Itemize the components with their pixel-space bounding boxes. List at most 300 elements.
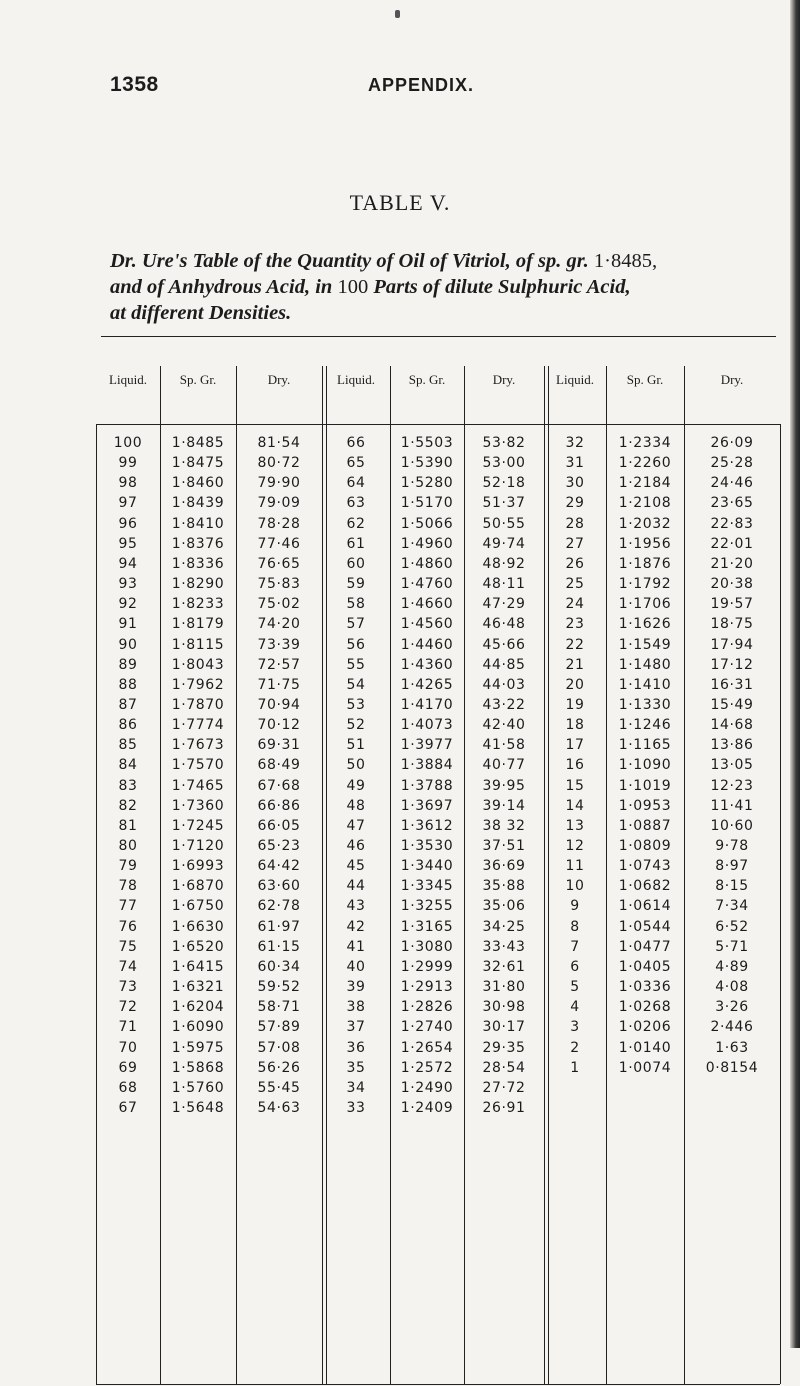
table-cell: 91 [118, 616, 138, 633]
table-cell: 1·0140 [618, 1039, 672, 1056]
table-cell: 14·68 [710, 717, 754, 734]
table-cell: 47 [346, 817, 366, 834]
caption-line-1-text: Dr. Ure's Table of the Quantity of Oil of Vitriol, of sp. gr. [110, 250, 589, 272]
table-cell: 18 [565, 717, 585, 734]
caption-line-2-value: 100 [332, 276, 374, 298]
table-cell: 0·8154 [705, 1059, 759, 1076]
table-cell: 40 [346, 958, 366, 975]
table-cell: 47·29 [482, 596, 526, 613]
table-cell: 70·94 [257, 696, 301, 713]
table-cell: 52·18 [482, 475, 526, 492]
table-cell: 70·12 [257, 717, 301, 734]
column-header: Dry. [720, 372, 744, 387]
table-cell: 1·5066 [400, 515, 454, 532]
table-cell: 61·97 [257, 918, 301, 935]
table-cell: 68 [118, 1079, 138, 1096]
table-cell: 1·63 [715, 1039, 749, 1056]
table-cell: 1·3788 [400, 777, 454, 794]
table-cell: 19·57 [710, 596, 754, 613]
table-cell: 1·4760 [400, 576, 454, 593]
table-cell: 69 [118, 1059, 138, 1076]
table-cell: 22·83 [710, 515, 754, 532]
table-cell: 1·2334 [618, 435, 672, 451]
table-cell: 61 [346, 535, 366, 552]
table-cell: 1·6321 [171, 979, 225, 996]
table-cell: 32 [565, 435, 585, 451]
table-cell: 1·1956 [618, 535, 672, 552]
table-cell: 1·0743 [618, 858, 672, 875]
table-cell: 63 [346, 495, 366, 512]
table-cell: 9·78 [715, 838, 749, 854]
table-cell: 95 [118, 535, 138, 552]
table-cell: 1·1019 [618, 777, 672, 794]
table-cell: 1·0614 [618, 898, 672, 915]
table-cell: 1·0206 [618, 1019, 672, 1036]
table-cell: 1·6630 [171, 918, 225, 935]
table-cell: 43·22 [482, 696, 526, 713]
table-cell: 38 32 [482, 817, 526, 834]
caption-line-3: at different Densities. [110, 302, 292, 324]
table-cell: 26·91 [482, 1099, 526, 1116]
table-cell: 8·97 [715, 858, 749, 875]
column-header: Sp. Gr. [626, 372, 664, 387]
table-cell: 15 [565, 777, 585, 794]
table-cell: 76·65 [257, 555, 301, 572]
table-cell: 6·52 [715, 918, 749, 935]
table-cell: 13·86 [710, 737, 754, 754]
table-cell: 1·0074 [618, 1059, 672, 1076]
table-cell: 1·5868 [171, 1059, 225, 1076]
table-cell: 61·15 [257, 938, 301, 955]
table-cell: 1·3165 [400, 918, 454, 935]
caption-line-1 [110, 248, 790, 274]
table-cell: 44 [346, 878, 366, 895]
table-cell: 40·77 [482, 757, 526, 774]
table-cell: 1·5503 [400, 435, 454, 451]
table-cell: 64 [346, 475, 366, 492]
table-cell [606, 1078, 684, 1098]
table-cell: 17·94 [710, 636, 754, 653]
table-cell: 39·95 [482, 777, 526, 794]
table-cell: 68·49 [257, 757, 301, 774]
table-cell: 1·6204 [171, 999, 225, 1016]
table-cell: 38 [346, 999, 366, 1016]
table-cell: 29·35 [482, 1039, 526, 1056]
table-cell: 57 [346, 616, 366, 633]
table-cell: 37 [346, 1019, 366, 1036]
table-cell: 72·57 [257, 656, 301, 673]
table-cell: 37·51 [482, 838, 526, 854]
table-cell: 1·8233 [171, 596, 225, 613]
table-cell: 27 [565, 535, 585, 552]
table-cell: 53 [346, 696, 366, 713]
page-header [110, 73, 710, 103]
table-cell: 1·4660 [400, 596, 454, 613]
table-cell: 52 [346, 717, 366, 734]
table-cell: 79·09 [257, 495, 301, 512]
table-cell: 33 [346, 1099, 366, 1116]
table-cell: 1·1410 [618, 676, 672, 693]
table-cell: 1·2032 [618, 515, 672, 532]
table-cell: 2 [570, 1039, 580, 1056]
column-header: Sp. Gr. [408, 372, 446, 387]
table-cell: 42 [346, 918, 366, 935]
table-title: TABLE V. [349, 190, 451, 215]
table-cell: 1·2826 [400, 999, 454, 1016]
table-cell: 90 [118, 636, 138, 653]
table-cell: 69·31 [257, 737, 301, 754]
table-cell: 77 [118, 898, 138, 915]
table-cell: 1·0405 [618, 958, 672, 975]
table-cell: 26 [565, 555, 585, 572]
table-cell: 1·2260 [618, 455, 672, 472]
table-cell: 75·83 [257, 576, 301, 593]
table-cell: 80·72 [257, 455, 301, 472]
table-cell: 56·26 [257, 1059, 301, 1076]
table-cell: 13 [565, 817, 585, 834]
table-cell: 1·2999 [400, 958, 454, 975]
table-cell: 54·63 [257, 1099, 301, 1116]
table-cell: 1·3530 [400, 838, 454, 854]
table-cell: 1·6090 [171, 1019, 225, 1036]
table-cell: 1·1165 [618, 737, 672, 754]
table-cell: 1·8439 [171, 495, 225, 512]
table-cell: 1·3255 [400, 898, 454, 915]
table-cell: 31 [565, 455, 585, 472]
table-cell: 74 [118, 958, 138, 975]
table-cell: 100 [113, 435, 143, 451]
table-cell: 1·7673 [171, 737, 225, 754]
table-cell: 50 [346, 757, 366, 774]
table-cell: 1·7870 [171, 696, 225, 713]
column-header: Dry. [267, 372, 291, 387]
table-cell: 44·03 [482, 676, 526, 693]
table-cell: 53·00 [482, 455, 526, 472]
column-header: Liquid. [109, 372, 147, 387]
table-cell: 39 [346, 979, 366, 996]
table-cell: 3·26 [715, 999, 749, 1016]
table-cell: 1·5975 [171, 1039, 225, 1056]
table-cell: 43 [346, 898, 366, 915]
table-cell: 73 [118, 979, 138, 996]
table-cell: 57·89 [257, 1019, 301, 1036]
table-cell: 56 [346, 636, 366, 653]
table-cell: 62 [346, 515, 366, 532]
table-cell: 28 [565, 515, 585, 532]
table-cell: 22·01 [710, 535, 754, 552]
table-cell: 6 [570, 958, 580, 975]
table-cell: 39·14 [482, 797, 526, 814]
column-header: Liquid. [556, 372, 594, 387]
table-cell: 1·7245 [171, 817, 225, 834]
table-cell: 1·4560 [400, 616, 454, 633]
table-cell [544, 1098, 606, 1118]
table-cell: 18·75 [710, 616, 754, 633]
table-cell: 25·28 [710, 455, 754, 472]
table-cell: 1·6870 [171, 878, 225, 895]
table-cell: 1·4460 [400, 636, 454, 653]
table-cell: 1·2913 [400, 979, 454, 996]
table-cell: 1 [570, 1059, 580, 1076]
table-cell: 4 [570, 999, 580, 1016]
table-cell: 1·8410 [171, 515, 225, 532]
table-cell: 1·8115 [171, 636, 225, 653]
table-cell: 46 [346, 838, 366, 854]
table-cell: 92 [118, 596, 138, 613]
table-cell: 1·1480 [618, 656, 672, 673]
table-cell: 1·3612 [400, 817, 454, 834]
table-cell: 1·0953 [618, 797, 672, 814]
table-cell: 41·58 [482, 737, 526, 754]
table-cell: 58·71 [257, 999, 301, 1016]
table-cell: 30 [565, 475, 585, 492]
column-header: Liquid. [337, 372, 375, 387]
table-cell: 25 [565, 576, 585, 593]
table-cell: 1·1090 [618, 757, 672, 774]
table-cell: 99 [118, 455, 138, 472]
column-header: Dry. [492, 372, 516, 387]
caption-line-2 [110, 274, 790, 300]
table-cell: 48 [346, 797, 366, 814]
table-cell: 1·2572 [400, 1059, 454, 1076]
table-cell: 71 [118, 1019, 138, 1036]
table-cell: 7 [570, 938, 580, 955]
table-cell: 7·34 [715, 898, 749, 915]
table-cell: 1·1876 [618, 555, 672, 572]
table-cell: 21 [565, 656, 585, 673]
table-cell: 67 [118, 1099, 138, 1116]
table-cell [684, 1078, 780, 1098]
table-cell: 23 [565, 616, 585, 633]
table-cell: 67·68 [257, 777, 301, 794]
table-cell: 1·2654 [400, 1039, 454, 1056]
table-cell: 1·3977 [400, 737, 454, 754]
table-cell: 1·3345 [400, 878, 454, 895]
table-cell: 44·85 [482, 656, 526, 673]
table-cell: 1·0682 [618, 878, 672, 895]
table-cell: 4·89 [715, 958, 749, 975]
table-cell: 1·2184 [618, 475, 672, 492]
table-cell: 1·4170 [400, 696, 454, 713]
table-cell: 59·52 [257, 979, 301, 996]
table-cell: 29 [565, 495, 585, 512]
table-cell: 36·69 [482, 858, 526, 875]
table-cell: 45 [346, 858, 366, 875]
table-cell: 35·06 [482, 898, 526, 915]
table-cell: 83 [118, 777, 138, 794]
table-cell: 1·4860 [400, 555, 454, 572]
table-cell: 30·17 [482, 1019, 526, 1036]
table-cell: 42·40 [482, 717, 526, 734]
table-cell: 1·7570 [171, 757, 225, 774]
table-cell: 5 [570, 979, 580, 996]
table-cell: 1·8179 [171, 616, 225, 633]
table-cell: 89 [118, 656, 138, 673]
table-cell: 1·4960 [400, 535, 454, 552]
table-cell: 60 [346, 555, 366, 572]
table-cell: 17·12 [710, 656, 754, 673]
table-cell: 14 [565, 797, 585, 814]
table-cell: 30·98 [482, 999, 526, 1016]
table-cell: 1·8376 [171, 535, 225, 552]
table-cell: 1·2490 [400, 1079, 454, 1096]
table-cell: 49·74 [482, 535, 526, 552]
table-cell: 1·7360 [171, 797, 225, 814]
table-cell: 1·5170 [400, 495, 454, 512]
table-cell: 1·0477 [618, 938, 672, 955]
table-cell: 4·08 [715, 979, 749, 996]
table-cell: 65·23 [257, 838, 301, 854]
table-header-rule [96, 424, 780, 425]
table-cell: 11·41 [710, 797, 754, 814]
table-cell: 1·6750 [171, 898, 225, 915]
table-cell: 97 [118, 495, 138, 512]
table-cell: 1·0544 [618, 918, 672, 935]
table-cell: 1·6415 [171, 958, 225, 975]
table-cell: 82 [118, 797, 138, 814]
table-cell: 1·1549 [618, 636, 672, 653]
table-cell: 48·11 [482, 576, 526, 593]
table-cell: 8·15 [715, 878, 749, 895]
table-cell: 22 [565, 636, 585, 653]
table-cell: 66 [346, 435, 366, 451]
table-cell: 1·5648 [171, 1099, 225, 1116]
table-cell: 74·20 [257, 616, 301, 633]
table-cell: 1·5760 [171, 1079, 225, 1096]
table-cell: 1·3440 [400, 858, 454, 875]
table-cell: 19 [565, 696, 585, 713]
table-cell: 86 [118, 717, 138, 734]
table-cell: 49 [346, 777, 366, 794]
table-cell: 1·3080 [400, 938, 454, 955]
table-caption [110, 248, 790, 326]
table-cell: 98 [118, 475, 138, 492]
table-cell: 51 [346, 737, 366, 754]
table-cell: 26·09 [710, 435, 754, 451]
table-cell: 84 [118, 757, 138, 774]
table-cell: 66·86 [257, 797, 301, 814]
table-cell: 57·08 [257, 1039, 301, 1056]
table-cell: 66·05 [257, 817, 301, 834]
table-cell: 96 [118, 515, 138, 532]
table-cell: 78 [118, 878, 138, 895]
table-cell: 1·2108 [618, 495, 672, 512]
table-cell: 9 [570, 898, 580, 915]
table-cell: 62·78 [257, 898, 301, 915]
table-cell: 1·7465 [171, 777, 225, 794]
table-cell: 33·43 [482, 938, 526, 955]
table-cell: 1·6520 [171, 938, 225, 955]
table-cell: 48·92 [482, 555, 526, 572]
table-cell: 65 [346, 455, 366, 472]
table-cell: 1·8290 [171, 576, 225, 593]
table-cell: 55·45 [257, 1079, 301, 1096]
table-cell: 45·66 [482, 636, 526, 653]
table-cell: 58 [346, 596, 366, 613]
table-cell [544, 1078, 606, 1098]
table-cell: 10 [565, 878, 585, 895]
table-cell: 35·88 [482, 878, 526, 895]
table-cell: 8 [570, 918, 580, 935]
table-cell: 93 [118, 576, 138, 593]
table-cell: 46·48 [482, 616, 526, 633]
table-cell: 77·46 [257, 535, 301, 552]
table-cell [606, 1098, 684, 1118]
table-cell: 1·4265 [400, 676, 454, 693]
table-cell: 50·55 [482, 515, 526, 532]
print-speck [395, 10, 400, 18]
table-cell: 23·65 [710, 495, 754, 512]
table-cell: 80 [118, 838, 138, 854]
table-cell: 20·38 [710, 576, 754, 593]
table-cell: 1·7774 [171, 717, 225, 734]
table-cell: 1·1246 [618, 717, 672, 734]
table-cell: 78·28 [257, 515, 301, 532]
table-cell: 36 [346, 1039, 366, 1056]
table-cell: 24 [565, 596, 585, 613]
table-cell: 3 [570, 1019, 580, 1036]
table-cell: 31·80 [482, 979, 526, 996]
table-cell: 12·23 [710, 777, 754, 794]
table-cell: 79·90 [257, 475, 301, 492]
caption-line-2-text: and of Anhydrous Acid, in [110, 276, 333, 298]
running-head: APPENDIX. [368, 75, 475, 95]
table-cell: 1·2409 [400, 1099, 454, 1116]
table-cell: 32·61 [482, 958, 526, 975]
table-cell: 1·7120 [171, 838, 225, 854]
caption-line-2-tail: Parts of dilute Sulphuric Acid, [373, 276, 631, 298]
table-cell: 1·0887 [618, 817, 672, 834]
table-cell: 16·31 [710, 676, 754, 693]
table-cell: 1·0268 [618, 999, 672, 1016]
table-cell: 72 [118, 999, 138, 1016]
table-cell: 10·60 [710, 817, 754, 834]
table-cell: 1·8485 [171, 435, 225, 451]
table-cell: 1·4073 [400, 717, 454, 734]
table-cell: 1·8336 [171, 555, 225, 572]
table-cell: 76 [118, 918, 138, 935]
table-cell: 1·4360 [400, 656, 454, 673]
table-cell: 28·54 [482, 1059, 526, 1076]
table-cell: 34 [346, 1079, 366, 1096]
table-cell: 64·42 [257, 858, 301, 875]
table-cell: 1·1626 [618, 616, 672, 633]
table-cell: 79 [118, 858, 138, 875]
table-cell: 1·3697 [400, 797, 454, 814]
data-table [96, 336, 780, 1386]
table-cell: 73·39 [257, 636, 301, 653]
table-cell: 20 [565, 676, 585, 693]
table-cell: 34·25 [482, 918, 526, 935]
table-cell: 87 [118, 696, 138, 713]
table-cell: 81 [118, 817, 138, 834]
table-cell: 59 [346, 576, 366, 593]
table-cell: 1·0809 [618, 838, 672, 854]
column-header: Sp. Gr. [179, 372, 217, 387]
table-cell: 1·1792 [618, 576, 672, 593]
table-bottom-rule [96, 1384, 780, 1385]
table-cell: 11 [565, 858, 585, 875]
table-cell: 85 [118, 737, 138, 754]
column-rule [780, 424, 781, 1384]
table-cell: 55 [346, 656, 366, 673]
table-cell: 88 [118, 676, 138, 693]
table-cell: 1·1706 [618, 596, 672, 613]
table-cell: 1·5280 [400, 475, 454, 492]
table-cell: 94 [118, 555, 138, 572]
table-cell: 1·7962 [171, 676, 225, 693]
table-cell: 5·71 [715, 938, 749, 955]
